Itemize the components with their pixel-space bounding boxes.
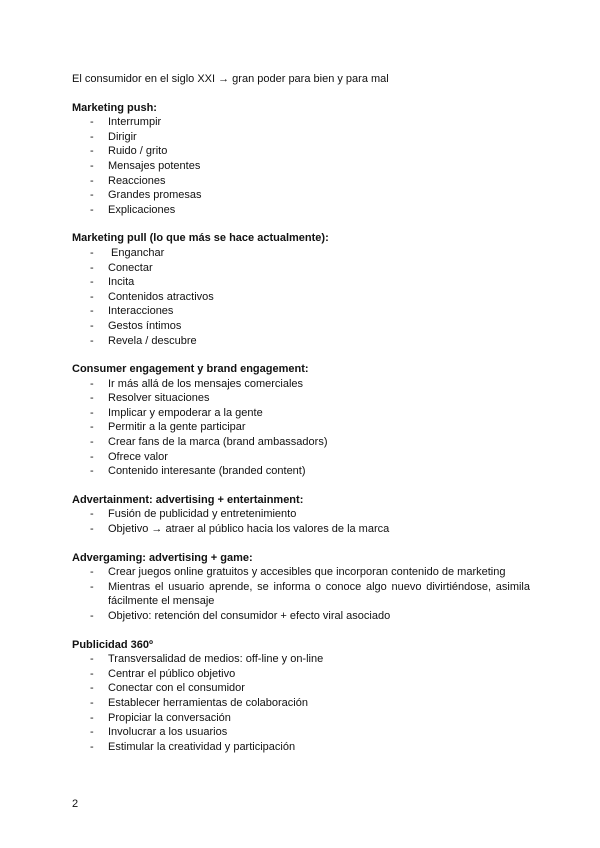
bullet-dash: - (90, 726, 94, 739)
list-item-text: Ir más allá de los mensajes comerciales (108, 377, 304, 390)
list-item-text: Objetivo → atraer al público hacia los valores de la marca (108, 523, 390, 536)
list-item (72, 740, 530, 755)
bullet-dash: - (90, 580, 94, 593)
list-item (72, 304, 530, 319)
bullet-list (72, 507, 530, 536)
list-item-text: Reacciones (108, 174, 166, 187)
list-item-text: Grandes promesas (108, 189, 202, 202)
list-item (72, 406, 530, 421)
bullet-dash: - (90, 653, 94, 666)
bullet-dash: - (90, 276, 94, 289)
list-item-text: Dirigir (108, 130, 137, 143)
list-item-text: Contenidos atractivos (108, 290, 214, 303)
list-item-text: Interrumpir (108, 116, 162, 129)
bullet-dash: - (90, 334, 94, 347)
list-item-text: Contenido interesante (branded content) (108, 465, 306, 478)
list-item-text: Interacciones (108, 305, 174, 318)
intro-line: El consumidor en el siglo XXI → gran poder para bien y para mal (72, 73, 389, 85)
list-item (72, 159, 530, 174)
list-item (72, 652, 530, 667)
list-item (72, 609, 530, 624)
list-item-text: Gestos íntimos (108, 319, 182, 332)
bullet-dash: - (90, 465, 94, 478)
list-item-text: Enganchar (108, 246, 165, 259)
bullet-dash: - (90, 682, 94, 695)
list-item (72, 334, 530, 349)
bullet-dash: - (90, 203, 94, 216)
list-item (72, 450, 530, 465)
bullet-list (72, 377, 530, 479)
list-item (72, 275, 530, 290)
list-item (72, 435, 530, 450)
bullet-dash: - (90, 667, 94, 680)
list-item (72, 203, 530, 218)
bullet-dash: - (90, 406, 94, 419)
bullet-dash: - (90, 246, 94, 259)
list-item-text: Transversalidad de medios: off-line y on-line (108, 653, 324, 666)
list-item-text: Crear juegos online gratuitos y accesibles que incorporan contenido de marketing (108, 566, 506, 579)
list-item (72, 174, 530, 189)
list-item (72, 115, 530, 130)
list-item-text: Involucrar a los usuarios (108, 726, 228, 739)
bullet-dash: - (90, 436, 94, 449)
bullet-dash: - (90, 508, 94, 521)
bullet-dash: - (90, 523, 94, 536)
list-item (72, 580, 530, 609)
section-heading: Consumer engagement y brand engagement: (72, 363, 309, 376)
section-heading: Publicidad 360º (72, 638, 154, 651)
list-item (72, 667, 530, 682)
list-item-text: Revela / descubre (108, 334, 197, 347)
bullet-dash: - (90, 421, 94, 434)
list-item (72, 246, 530, 261)
list-item (72, 188, 530, 203)
list-item (72, 522, 530, 537)
bullet-dash: - (90, 261, 94, 274)
list-item-text: Establecer herramientas de colaboración (108, 696, 308, 709)
list-item-text: Incita (108, 276, 135, 289)
bullet-list (72, 565, 530, 623)
list-item (72, 144, 530, 159)
bullet-list (72, 652, 530, 754)
list-item-text: Estimular la creatividad y participación (108, 740, 296, 753)
list-item-text: Ruido / grito (108, 145, 168, 158)
list-item-text: Resolver situaciones (108, 392, 210, 405)
section-publicidad-360 (72, 638, 530, 755)
bullet-dash: - (90, 740, 94, 753)
bullet-dash: - (90, 145, 94, 158)
list-item-text: Permitir a la gente participar (108, 421, 246, 434)
section-heading: Marketing pull (lo que más se hace actualmente): (72, 232, 329, 245)
list-item-text: Centrar el público objetivo (108, 667, 236, 680)
bullet-dash: - (90, 290, 94, 303)
bullet-dash: - (90, 174, 94, 187)
list-item (72, 391, 530, 406)
section-advertainment (72, 493, 530, 537)
bullet-dash: - (90, 130, 94, 143)
document-page (72, 72, 530, 768)
bullet-dash: - (90, 566, 94, 579)
list-item (72, 725, 530, 740)
bullet-dash: - (90, 696, 94, 709)
list-item (72, 319, 530, 334)
list-item (72, 565, 530, 580)
bullet-dash: - (90, 319, 94, 332)
list-item-text: Fusión de publicidad y entretenimiento (108, 508, 297, 521)
list-item (72, 464, 530, 479)
list-item (72, 130, 530, 145)
list-item (72, 290, 530, 305)
bullet-dash: - (90, 711, 94, 724)
list-item-text: Mensajes potentes (108, 159, 201, 172)
list-item-text: Conectar (108, 261, 153, 274)
section-advergaming (72, 551, 530, 624)
section-consumer-engagement (72, 362, 530, 479)
bullet-dash: - (90, 159, 94, 172)
section-marketing-push (72, 101, 530, 218)
section-marketing-pull (72, 231, 530, 348)
list-item-text: Ofrece valor (108, 450, 168, 463)
list-item (72, 681, 530, 696)
list-item-text: Objetivo: retención del consumidor + efecto viral asociado (108, 610, 391, 622)
page-number: 2 (72, 798, 79, 810)
list-item (72, 420, 530, 435)
list-item (72, 261, 530, 276)
bullet-dash: - (90, 116, 94, 129)
bullet-dash: - (90, 450, 94, 463)
list-item-text: Implicar y empoderar a la gente (108, 406, 263, 419)
bullet-dash: - (90, 610, 94, 622)
bullet-list (72, 246, 530, 348)
bullet-list (72, 115, 530, 217)
section-heading: Advergaming: advertising + game: (72, 551, 253, 564)
list-item-text: Crear fans de la marca (brand ambassadors) (108, 436, 328, 449)
list-item-text: Conectar con el consumidor (108, 682, 245, 695)
list-item (72, 711, 530, 726)
bullet-dash: - (90, 392, 94, 405)
list-item (72, 377, 530, 392)
section-heading: Advertainment: advertising + entertainment: (72, 493, 304, 506)
section-heading: Marketing push: (72, 101, 157, 114)
list-item (72, 696, 530, 711)
bullet-dash: - (90, 377, 94, 390)
list-item-text: Mientras el usuario aprende, se informa o conoce algo nuevo divirtiéndose, asimila fácilmente el mensaje (108, 580, 530, 608)
list-item-text: Explicaciones (108, 203, 176, 216)
list-item (72, 507, 530, 522)
bullet-dash: - (90, 189, 94, 202)
bullet-dash: - (90, 305, 94, 318)
list-item-text: Propiciar la conversación (108, 711, 231, 724)
